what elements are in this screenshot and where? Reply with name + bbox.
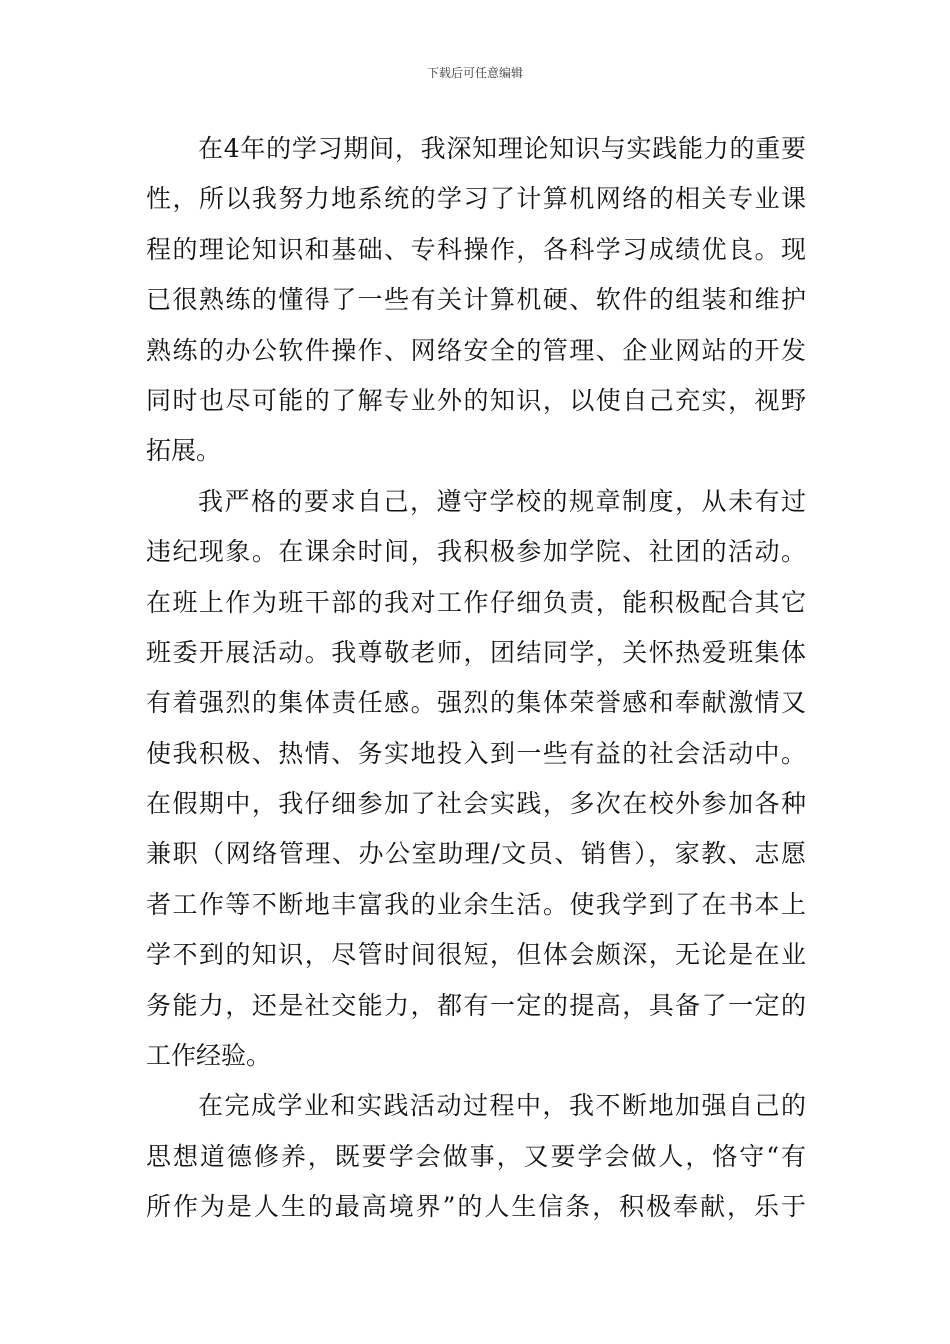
text-line: 兼职（网络管理、办公室助理/文员、销售），家教、志愿 [146,839,806,869]
text-line: 使我积极、热情、务实地投入到一些有益的社会活动中。 [146,738,806,768]
text-line: 熟练的办公软件操作、网络安全的管理、企业网站的开发 [146,335,806,365]
text-line: 思想道德修养，既要学会做事，又要学会做人，恪守“有 [146,1141,806,1171]
text-line: 者工作等不断地丰富我的业余生活。使我学到了在书本上 [146,889,806,919]
text-line: 有着强烈的集体责任感。强烈的集体荣誉感和奉献激情又 [146,688,806,718]
text-line: 所作为是人生的最高境界”的人生信条，积极奉献，乐于 [146,1192,806,1222]
text-line: 务能力，还是社交能力，都有一定的提高，具备了一定的 [146,990,806,1020]
text-line: 程的理论知识和基础、专科操作，各科学习成绩优良。现 [146,234,806,264]
text-line: 拓展。 [146,436,222,466]
text-line: 已很熟练的懂得了一些有关计算机硬、软件的组装和维护 [146,285,806,315]
text-line: 学不到的知识，尽管时间很短，但体会颇深，无论是在业 [146,940,806,970]
text-line: 在4年的学习期间，我深知理论知识与实践能力的重要 [198,134,806,163]
text-line: 工作经验。 [146,1041,272,1071]
text-line: 性，所以我努力地系统的学习了计算机网络的相关专业课 [146,184,806,214]
text-line: 班委开展活动。我尊敬老师，团结同学，关怀热爱班集体 [146,637,806,667]
text-line: 在假期中，我仔细参加了社会实践，多次在校外参加各种 [146,789,806,819]
text-line: 我严格的要求自己，遵守学校的规章制度，从未有过 [198,486,806,516]
page-header: 下载后可任意编辑 [426,66,523,80]
text-line: 在完成学业和实践活动过程中，我不断地加强自己的 [198,1091,806,1121]
text-line: 违纪现象。在课余时间，我积极参加学院、社团的活动。 [146,537,806,567]
text-line: 同时也尽可能的了解专业外的知识，以使自己充实，视野 [146,385,806,415]
text-line: 在班上作为班干部的我对工作仔细负责，能积极配合其它 [146,587,806,617]
document-body [146,124,806,1233]
